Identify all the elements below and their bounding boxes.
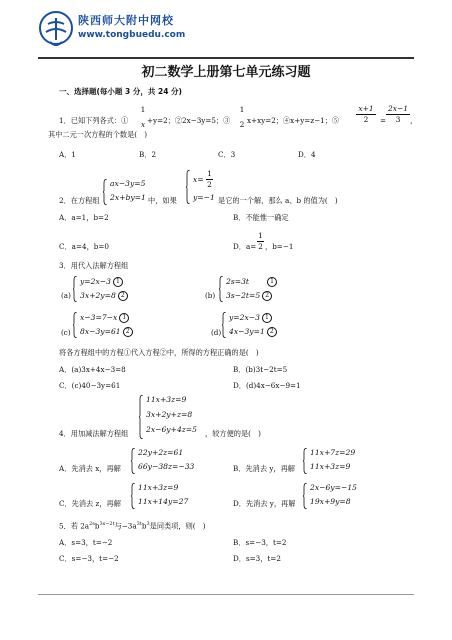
- circled-1-icon: 1: [119, 313, 129, 323]
- q2-sys1-eq1: ax−3y=5: [110, 179, 146, 188]
- circled-1-icon: 1: [262, 313, 272, 323]
- brace-icon: [186, 170, 191, 204]
- q1-option-d[interactable]: D．4: [298, 150, 316, 159]
- brace-icon: [131, 448, 136, 474]
- q3-label-b: (b): [205, 291, 216, 300]
- q3-b-eq2: 3s−2t=5: [226, 291, 261, 300]
- q5-option-c[interactable]: C．s=−3，t=−2: [59, 554, 119, 563]
- q3-stem: 3．用代入法解方程组: [59, 261, 129, 270]
- q3-option-b[interactable]: B．(b)3t−2t=5: [233, 365, 288, 374]
- q1-fraction-4: [386, 105, 410, 123]
- q2-sys2-y: y=−1: [193, 193, 215, 202]
- q4-eq3: 2x−6y+4z=5: [146, 425, 197, 434]
- q4-opta-eq2: 66y−38z=−33: [138, 462, 195, 471]
- q4-optc-pre: C．先消去 z，再解: [59, 499, 121, 508]
- q3-d-eq1: y=2x−3: [229, 313, 260, 322]
- q4-opta-pre: A．先消去 x，再解: [59, 464, 121, 473]
- q1-option-b[interactable]: B．2: [139, 150, 157, 159]
- q1-text-start: 1．已知下列各式：①: [59, 116, 129, 125]
- q4-optc-eq2: 11x+14y=27: [138, 497, 189, 506]
- header-divider: [38, 57, 414, 59]
- q2-optd-num: 1: [258, 231, 263, 240]
- q3-stem2: 将各方程组中的方程①代入方程②中，所得的方程正确的是( ): [59, 348, 259, 357]
- q3-a-eq2: 3x+2y=8: [80, 291, 116, 300]
- q1-f3-den: 2: [363, 114, 369, 124]
- school-name: 陕西师大附中网校: [78, 14, 174, 27]
- circled-1-icon: 1: [113, 277, 123, 287]
- q1-text-mid2: x+xy=2；④x+y=z−1；⑤: [247, 116, 340, 125]
- brace-icon: [103, 179, 108, 205]
- q3-b-eq1: 2s=3t: [226, 277, 249, 286]
- q2-sys2-frac: [206, 170, 213, 188]
- q2-prefix: 2．在方程组: [59, 196, 100, 205]
- q3-d-eq2: 4x−3y=1: [229, 327, 265, 336]
- q5-mid2: 与−3a: [114, 521, 137, 531]
- q4-optd-eq2: 19x+9y=8: [310, 497, 351, 506]
- section-heading: 一、选择题(每小题 3 分，共 24 分): [59, 87, 182, 96]
- q4-prefix: 4．用加减法解方程组: [59, 429, 129, 438]
- q2-optd-frac: [257, 232, 264, 250]
- q5-sup2: 3s−2t: [99, 521, 115, 527]
- circled-2-icon: 2: [123, 327, 133, 337]
- q5-option-d[interactable]: D．s=3，t=2: [233, 554, 281, 563]
- q1-f2-den: 2: [239, 119, 245, 129]
- q1-fraction-3: [356, 105, 376, 123]
- q4-optb-eq2: 11x+3z=9: [310, 462, 351, 471]
- q2-optd-den: 2: [258, 241, 263, 251]
- q1-option-a[interactable]: A．1: [59, 150, 76, 159]
- school-logo-icon: [38, 10, 74, 50]
- q5-sup4: 3: [146, 521, 150, 527]
- q2-sys1-eq2: 2x+by=1: [110, 193, 146, 202]
- q2-option-a[interactable]: A．a=1，b=2: [59, 213, 109, 222]
- q1-fraction-2: [238, 106, 246, 128]
- q2-option-c[interactable]: C．a=4，b=0: [59, 242, 109, 251]
- q5-mid1: b: [94, 521, 100, 531]
- q3-label-a: (a): [61, 291, 71, 300]
- brace-icon: [73, 312, 78, 338]
- q5-sup3: 3t: [136, 521, 142, 527]
- school-url: www.tongbuedu.com: [78, 30, 186, 40]
- q3-c-eq2: 8x−3y=61: [80, 327, 121, 336]
- q2-sys2-num: 1: [207, 169, 212, 178]
- q1-text-line2: 其中二元一次方程的个数是( ): [48, 130, 148, 139]
- q3-option-c[interactable]: C．(c)40−3y=61: [59, 381, 121, 390]
- q2-optd-post: ，b=−1: [265, 242, 294, 251]
- brace-icon: [219, 276, 224, 302]
- q4-optc-eq1: 11x+3z=9: [138, 483, 179, 492]
- q1-f2-num: 1: [239, 105, 245, 114]
- q2-option-b[interactable]: B．不能惟一确定: [233, 213, 289, 222]
- q2-mid: 中，如果: [148, 196, 177, 205]
- q1-f4-num: 2x−1: [387, 104, 409, 113]
- q2-sys2-xlhs: x=: [193, 175, 204, 184]
- circled-1-icon: 1: [267, 277, 277, 287]
- q1-f1-num: 1: [140, 105, 146, 114]
- q3-c-eq1: x−3=7−x: [80, 313, 118, 322]
- q2-sys2-den: 2: [207, 179, 212, 189]
- footer-divider: [38, 594, 414, 595]
- q4-optd-pre: D．先消去 y，再解: [233, 499, 296, 508]
- circled-2-icon: 2: [118, 291, 128, 301]
- q1-f3-num: x+1: [358, 104, 374, 113]
- q4-eq2: 3x+2y+z=8: [146, 410, 193, 419]
- page-title: 初二数学上册第七单元练习题: [141, 65, 311, 80]
- q3-option-d[interactable]: D．(d)4x−6x−9=1: [233, 381, 301, 390]
- circled-2-icon: 2: [267, 327, 277, 337]
- q5-post: 是同类项，则( ): [149, 521, 206, 531]
- header: [38, 10, 338, 54]
- q1-f1-den: x: [140, 119, 146, 129]
- brace-icon: [222, 312, 227, 338]
- q4-opta-eq1: 22y+2z=61: [138, 448, 184, 457]
- q5-option-a[interactable]: A．s=3，t=−2: [59, 538, 113, 547]
- brace-icon: [139, 395, 144, 439]
- q1-comma: ，: [410, 116, 418, 125]
- q4-eq1: 11x+3z=9: [146, 395, 187, 404]
- q1-f4-den: 3: [395, 114, 401, 124]
- q4-suffix: ，较方便的是( ): [205, 429, 261, 438]
- q1-option-c[interactable]: C．3: [218, 150, 236, 159]
- brace-icon: [303, 483, 308, 509]
- q4-optd-eq1: 2x−6y=−15: [310, 483, 357, 492]
- q3-label-c: (c): [61, 328, 71, 337]
- q3-option-a[interactable]: A．(a)3x+4x−3=8: [59, 365, 126, 374]
- q3-label-d: (d): [211, 328, 222, 337]
- q5-option-b[interactable]: B．s=−3，t=2: [233, 538, 287, 547]
- q5-mid3: b: [141, 521, 147, 531]
- brace-icon: [303, 448, 308, 474]
- q5-sup1: 2s: [89, 521, 95, 527]
- q1-fraction-1: [139, 106, 147, 128]
- q2-suffix: 是它的一个解，那么 a、b 的值为( ): [218, 196, 338, 205]
- circled-2-icon: 2: [262, 291, 272, 301]
- brace-icon: [73, 276, 78, 302]
- q5-stem: [59, 522, 206, 530]
- brace-icon: [131, 483, 136, 509]
- q4-optb-eq1: 11x+7z=29: [310, 448, 356, 457]
- q5-pre: 5．若 2a: [59, 521, 90, 531]
- q4-optb-pre: B．先消去 y，再解: [233, 464, 295, 473]
- q2-optd-pre: D．a=: [233, 242, 257, 251]
- q1-text-mid1: +y=2；②2x−3y=5；③: [147, 116, 231, 125]
- q3-a-eq1: y=2x−3: [80, 277, 111, 286]
- q1-equals: =: [380, 116, 387, 125]
